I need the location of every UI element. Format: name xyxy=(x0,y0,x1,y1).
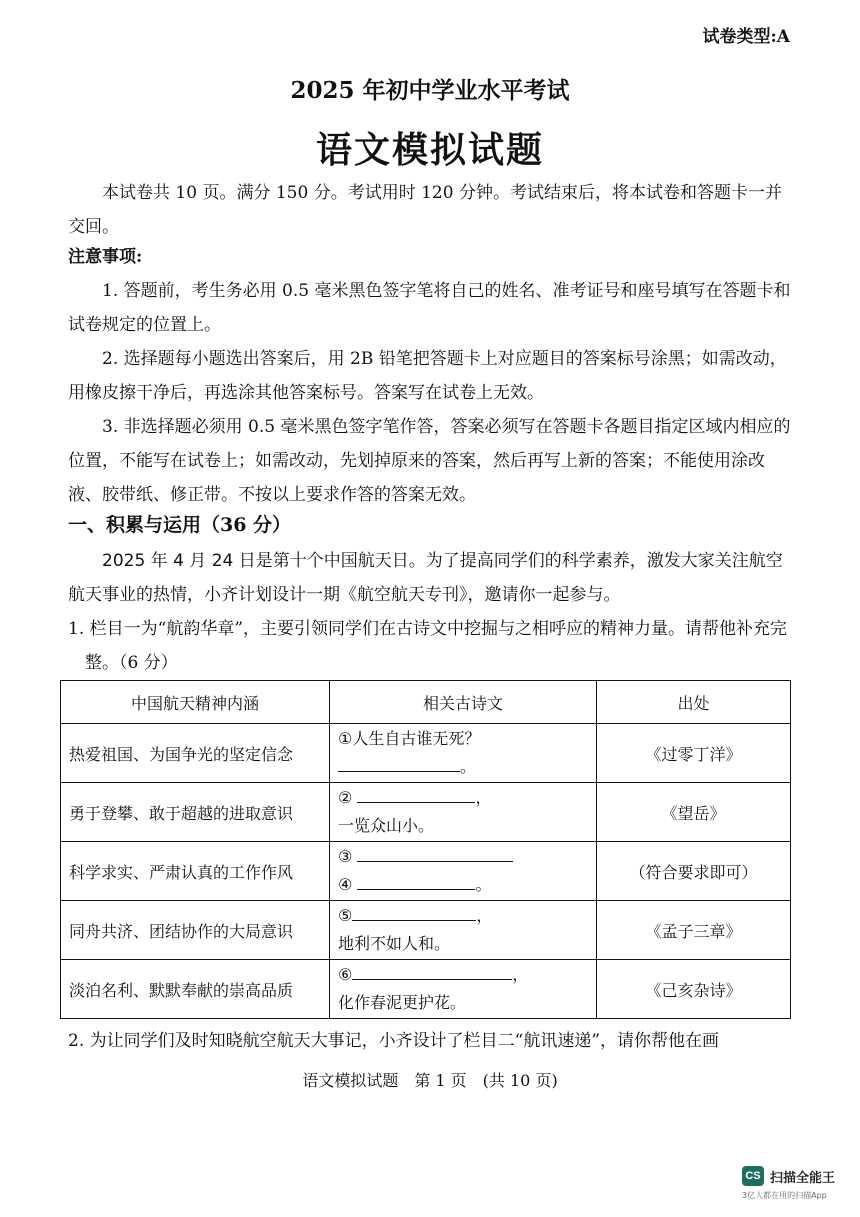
poem-line: 地利不如人和。 xyxy=(338,934,451,953)
main-title: 语文模拟试题 xyxy=(315,129,544,171)
section-heading: 一、积累与运用（36 分） xyxy=(68,514,292,536)
fill-blank[interactable] xyxy=(338,757,460,772)
poem-cell xyxy=(330,842,597,901)
table-header: 中国航天精神内涵 xyxy=(61,681,330,724)
exam-title: 2025 年初中学业水平考试 xyxy=(290,77,570,104)
poem-punct: ， xyxy=(512,965,529,984)
paper-type-label: 试卷类型:A xyxy=(702,27,790,47)
poem-line: ①人生自古谁无死？ xyxy=(338,729,481,748)
scanner-app-name: 扫描全能王 xyxy=(770,1171,836,1186)
note-item: 3. 非选择题必须用 0.5 毫米黑色签字笔作答，答案必须写在答题卡各题目指定区域内相应的位置，不能写在试卷上；如需改动，先划掉原来的答案，然后再写上新的答案；不能使用涂改液、胶带纸、修正带。不按以上要求作答的答案无效。 xyxy=(68,417,791,505)
spirit-cell: 热爱祖国、为国争光的坚定信念 xyxy=(61,724,330,783)
note-item: 1. 答题前，考生务必用 0.5 毫米黑色签字笔将自己的姓名、准考证号和座号填写在答题卡和试卷规定的位置上。 xyxy=(68,281,791,335)
question-1-text: 1. 栏目一为“航韵华章”，主要引领同学们在古诗文中挖掘与之相呼应的精神力量。请帮他补充完整。（6 分） xyxy=(68,619,788,673)
note-item: 2. 选择题每小题选出答案后，用 2B 铅笔把答题卡上对应题目的答案标号涂黑；如需改动，用橡皮擦干净后，再选涂其他答案标号。答案写在试卷上无效。 xyxy=(68,349,787,403)
poem-line: 化作春泥更护花。 xyxy=(338,993,467,1012)
table-row xyxy=(61,724,791,783)
table-row xyxy=(61,783,791,842)
question-2 xyxy=(68,1024,798,1058)
poem-cell xyxy=(330,960,597,1019)
poem-cell xyxy=(330,783,597,842)
notes-list xyxy=(68,274,798,512)
poem-marker: ④ xyxy=(338,875,353,894)
table-row xyxy=(61,960,791,1019)
poetry-table xyxy=(60,680,791,1019)
source-cell: 《过零丁洋》 xyxy=(597,724,791,783)
poem-punct: ， xyxy=(475,788,492,807)
poem-cell xyxy=(330,724,597,783)
fill-blank[interactable] xyxy=(352,906,476,921)
poem-line xyxy=(338,843,588,871)
poem-line xyxy=(338,753,588,781)
question-2-text: 2. 为让同学们及时知晓航空航天大事记，小齐设计了栏目二“航讯速递”，请你帮他在画 xyxy=(68,1031,720,1051)
fill-blank[interactable] xyxy=(357,788,475,803)
poem-line xyxy=(338,871,588,899)
poem-line: 一览众山小。 xyxy=(338,816,435,835)
spirit-cell: 勇于登攀、敢于超越的进取意识 xyxy=(61,783,330,842)
poem-cell xyxy=(330,901,597,960)
source-cell: 《孟子三章》 xyxy=(597,901,791,960)
poem-marker: ⑥ xyxy=(338,965,353,984)
source-cell: （符合要求即可） xyxy=(597,842,791,901)
table-header-row xyxy=(61,681,791,724)
table-header: 出处 xyxy=(597,681,791,724)
fill-blank[interactable] xyxy=(352,965,512,980)
intro-text: 本试卷共 10 页。满分 150 分。考试用时 120 分钟。考试结束后，将本试卷和答题卡一并交回。 xyxy=(68,183,782,237)
poem-punct: 。 xyxy=(475,875,492,894)
poem-marker: ⑤ xyxy=(338,906,353,925)
intro-paragraph xyxy=(68,176,798,244)
table-row xyxy=(61,842,791,901)
spirit-cell: 同舟共济、团结协作的大局意识 xyxy=(61,901,330,960)
source-cell: 《望岳》 xyxy=(597,783,791,842)
table-header: 相关古诗文 xyxy=(330,681,597,724)
scanner-logo-icon: CS xyxy=(742,1166,764,1186)
source-cell: 《己亥杂诗》 xyxy=(597,960,791,1019)
poem-marker: ② xyxy=(338,788,353,807)
fill-blank[interactable] xyxy=(357,875,475,890)
poem-marker: ③ xyxy=(338,847,353,866)
poem-line xyxy=(338,902,588,930)
spirit-cell: 淡泊名利、默默奉献的崇高品质 xyxy=(61,960,330,1019)
poem-punct: 。 xyxy=(460,757,477,776)
section-intro-text: 2025 年 4 月 24 日是第十个中国航天日。为了提高同学们的科学素养，激发大家关注航空航天事业的热情，小齐计划设计一期《航空航天专刊》，邀请你一起参与。 xyxy=(68,551,783,605)
poem-line xyxy=(338,961,588,989)
poem-line xyxy=(338,784,588,812)
spirit-cell: 科学求实、严肃认真的工作作风 xyxy=(61,842,330,901)
page-footer: 语文模拟试题 第 1 页 (共 10 页) xyxy=(302,1071,558,1090)
fill-blank[interactable] xyxy=(357,847,513,862)
table-row xyxy=(61,901,791,960)
question-1 xyxy=(68,612,798,680)
scanner-tagline: 3亿人都在用的扫描App xyxy=(742,1191,827,1200)
notes-heading: 注意事项: xyxy=(68,247,143,267)
section-intro xyxy=(68,544,798,612)
poem-punct: ， xyxy=(476,906,493,925)
